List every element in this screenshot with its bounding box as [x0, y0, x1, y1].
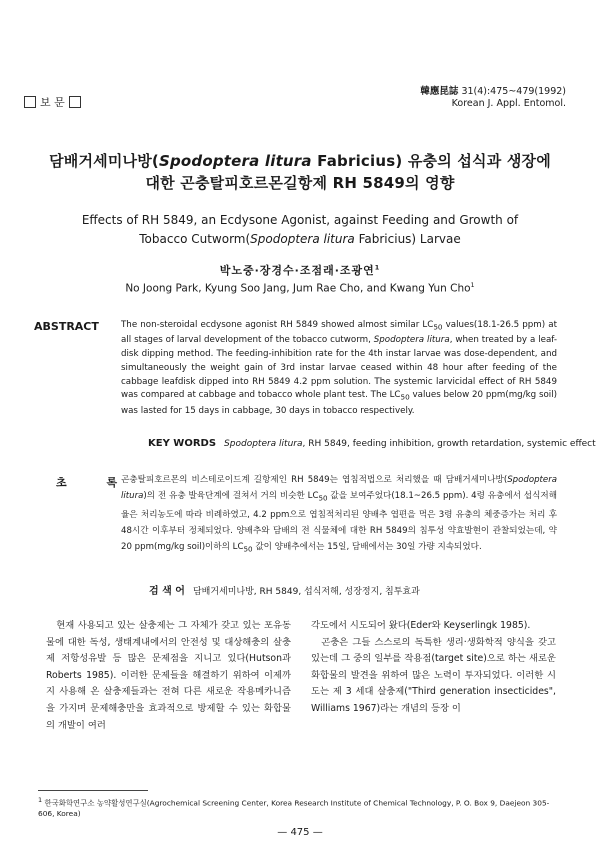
abstract-species: Spodoptera litura	[373, 335, 450, 346]
keywords-species: Spodoptera litura	[224, 439, 303, 449]
korean-abstract-part: )의 전 유충 발육단계에 걸쳐서 거의 비슷한 LC	[143, 491, 319, 502]
abstract-text	[121, 319, 557, 418]
section-label-text: 보 문	[40, 96, 65, 109]
checkbox-right-icon	[69, 96, 81, 108]
section-label	[24, 94, 81, 110]
title-en-part: Tobacco Cutworm(	[139, 232, 251, 246]
korean-abstract-text	[121, 472, 557, 558]
journal-citation	[420, 86, 566, 110]
korean-abstract-part: 곤충탈피호르몬의 비스테로이드계 길항제인 RH 5849는 엽침적법으로 처리했을 때 담배거세미나방(	[121, 475, 508, 485]
title-korean	[30, 150, 570, 194]
journal-name: 韓應昆誌	[420, 86, 459, 97]
korean-keywords-list: 담배거세미나방, RH 5849, 섭식저해, 성장정지, 침투효과	[192, 587, 420, 597]
korean-abstract-part: 값을 보여주었다(18.1~26.5 ppm). 4령 유충에서 섭식저해율은 처리농도에 따라 비례하였고, 4.2 ppm으로 엽침적처리된 양배추 엽편을 먹은 3령 유충의 체중증가는 처리 후 48시간 이후부터 정체되었다. 양배추와 담배의 전 식물체에 대한 RH 5849의 침투성 약효발현이 관찰되었는데, 약 20 ppm(mg/kg soil)이하의 LC	[121, 491, 557, 553]
footnote	[38, 795, 558, 819]
affiliation-mark: 1	[374, 263, 381, 272]
footnote-rule	[38, 790, 148, 791]
abstract-part: values below 20 ppm(mg/kg soil) was lasted for 15 days in cabbage, 30 days in tobacco respectively.	[121, 390, 557, 416]
subscript: 50	[433, 322, 443, 332]
keywords-list: , RH 5849, feeding inhibition, growth retardation, systemic effect	[302, 439, 596, 449]
body-paragraph: 현재 사용되고 있는 살충제는 그 자체가 갖고 있는 포유동물에 대한 독성, 생태계내에서의 안전성 및 대상해충의 살충제 저항성유발 등 많은 문제점을 지니고 있다(Hutson과 Roberts 1985). 이러한 문제들을 해결하기 위하여 이제까지 사용해 온 살충제들과는 전혀 다른 새로운 작용메카니즘을 가지며 문제해충만을 효과적으로 방제할 수 있는 화합물의 개발이 여러	[46, 620, 291, 731]
korean-abstract-part: 값이 양배추에서는 15일, 담배에서는 30일 가량 지속되었다.	[252, 542, 482, 553]
title-ko-part: 담배거세미나방(	[49, 152, 159, 170]
title-ko-line2: 대한 곤충탈피호르몬길항제 RH 5849의 영향	[145, 174, 455, 192]
authors-english	[0, 281, 600, 295]
journal-volume: 31(4):475~479(1992)	[461, 86, 566, 97]
authors-en-names: No Joong Park, Kyung Soo Jang, Jum Rae Cho, and Kwang Yun Cho	[125, 282, 471, 295]
abstract-part: , when treated by a leaf-disk dipping method. The feeding-inhibition rate for the 4th instar larvae was dose-dependent, and simultaneously the weight gain of 3rd instar larvae ceased within 48 hour after feeding of the cabbage leafdisk dipped into RH 5849 4.2 ppm solution. The systemic larvicidal effect of RH 5849 was compared at cabbage and tobacco whole plant test. The LC	[121, 335, 558, 401]
abstract-part: The non-steroidal ecdysone agonist RH 5849 showed almost similar LC	[121, 320, 434, 330]
keywords	[148, 438, 596, 449]
subscript: 50	[243, 544, 253, 554]
title-ko-part: Fabricius) 유충의 섭식과 생장에	[311, 152, 551, 170]
korean-keywords-heading: 검 색 어	[149, 586, 185, 597]
page-number: — 475 —	[277, 827, 323, 838]
body-paragraph: 곤충은 그들 스스로의 독특한 생리·생화학적 양식을 갖고 있는데 그 중의 일부를 작용점(target site)으로 하는 새로운 화합물의 발견을 위하여 많은 노력이 투자되었다. 이러한 시도는 제 3 세대 살충제("Third generation insecticides", Williams 1967)라는 개념의 등장 이	[311, 636, 556, 714]
title-en-line1: Effects of RH 5849, an Ecdysone Agonist, against Feeding and Growth of	[81, 213, 519, 227]
body-column-right	[311, 618, 556, 718]
title-en-part: Fabricius) Larvae	[354, 232, 461, 246]
checkbox-left-icon	[24, 96, 36, 108]
abstract-heading: ABSTRACT	[34, 320, 99, 333]
keywords-heading: KEY WORDS	[148, 438, 217, 449]
title-english	[40, 211, 560, 249]
subscript: 50	[318, 493, 328, 503]
korean-abstract-species: Spodoptera litura	[121, 475, 557, 502]
footnote-mark: 1	[38, 796, 43, 804]
footnote-text: 한국화학연구소 농약활성연구실(Agrochemical Screening Center, Korea Research Institute of Chemical Technology, P. O. Box 9, Daejeon 305-606, Korea)	[38, 798, 550, 819]
authors-korean	[0, 262, 600, 278]
affiliation-mark: 1	[470, 281, 475, 289]
abstract-part: values(18.1-26.5 ppm) at all stages of larval development of the tobacco cutworm,	[121, 320, 557, 346]
title-ko-species: Spodoptera litura	[158, 152, 312, 170]
body-column-left	[46, 618, 291, 734]
authors-ko-names: 박노중·장경수·조점래·조광연	[219, 264, 375, 277]
title-en-species: Spodoptera litura	[250, 232, 355, 246]
korean-abstract-heading: 초 록	[56, 476, 136, 489]
body-paragraph: 각도에서 시도되어 왔다(Eder와 Keyserlingk 1985).	[311, 620, 531, 631]
korean-keywords	[149, 582, 420, 597]
journal-name-en: Korean J. Appl. Entomol.	[451, 98, 566, 109]
subscript: 50	[400, 392, 410, 402]
